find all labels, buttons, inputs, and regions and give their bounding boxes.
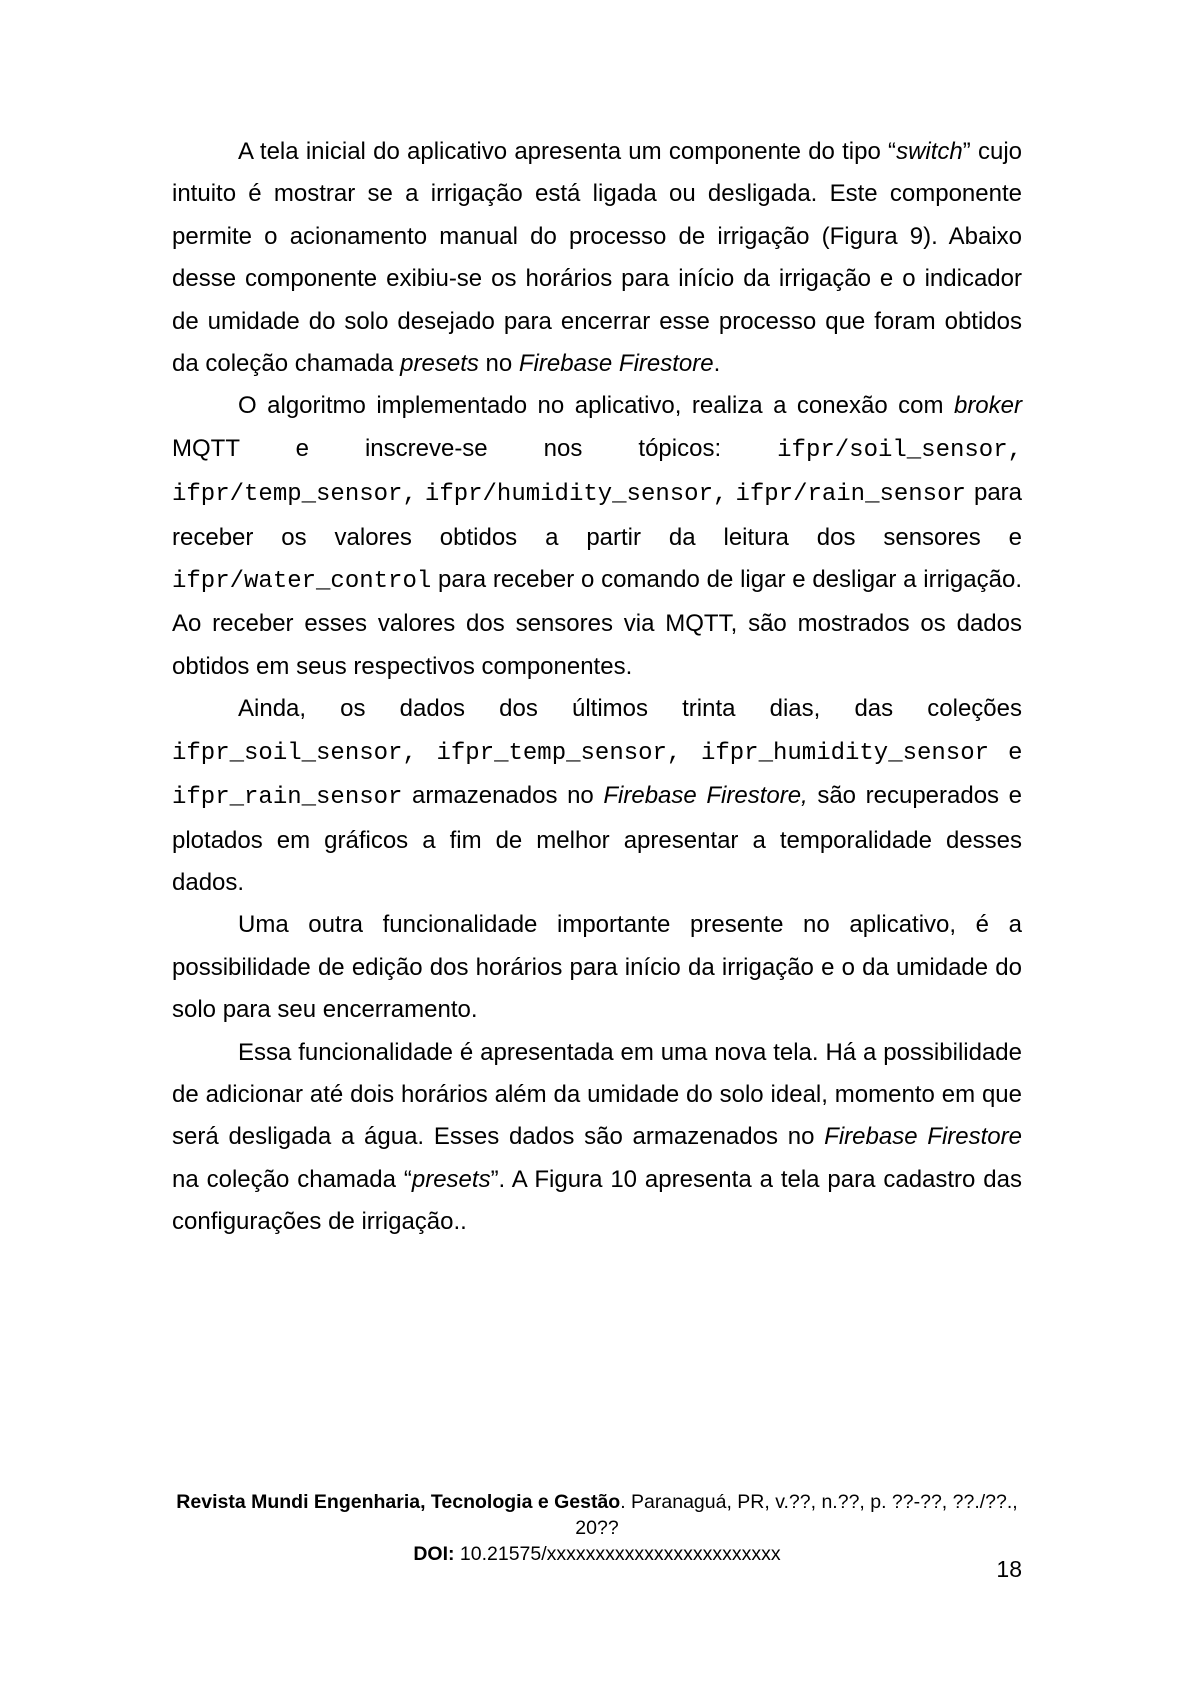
paragraph-5 [172, 1032, 1022, 1244]
text-segment [417, 479, 425, 506]
text-segment: Uma outra funcionalidade importante presente no aplicativo, é a possibilidade de edição dos horários para início da irrigação e o da umidade do solo para seu encerramento. [172, 911, 1022, 1024]
text-segment: ifpr_temp_sensor, [436, 739, 682, 767]
text-segment [681, 738, 701, 765]
page-number: 18 [996, 1556, 1022, 1582]
text-segment: MQTT e inscreve-se nos tópicos: [172, 434, 778, 462]
text-segment: . Paranaguá, PR, v.??, n.??, p. ??-??, ??./??., 20?? [575, 1491, 1018, 1539]
paragraph-2 [172, 385, 1022, 688]
page-body [172, 131, 1022, 1244]
text-segment: ifpr/temp_sensor, [172, 481, 417, 509]
text-segment: para receber os valores obtidos a partir da leitura dos sensores e [172, 479, 1022, 551]
text-segment: armazenados no [402, 782, 604, 810]
text-segment: e [989, 737, 1022, 765]
text-segment: ifpr/water_control [172, 568, 432, 596]
text-segment: ” cujo intuito é mostrar se a irrigação está ligada ou desligada. Este componente permite o acionamento manual do processo de irrigação (Figura 9). Abaixo desse componente exibiu-se os horários para início da irrigação e o indicador de umidade do solo desejado para encerrar esse processo que foram obtidos da coleção chamada [172, 138, 1023, 378]
text-segment: A tela inicial do aplicativo apresenta um componente do tipo “ [238, 138, 897, 165]
paragraph-1 [172, 131, 1022, 385]
text-segment: DOI: [413, 1543, 460, 1565]
text-segment: O algoritmo implementado no aplicativo, realiza a conexão com [238, 392, 954, 420]
paragraph-4 [172, 904, 1022, 1031]
text-segment [417, 738, 437, 765]
text-segment: presets [400, 350, 479, 378]
text-segment: são recuperados e plotados em gráficos a fim de melhor apresentar a temporalidade desses dados. [172, 782, 1022, 896]
text-segment: ifpr/soil_sensor, [777, 436, 1022, 464]
text-segment: na coleção chamada “ [172, 1165, 412, 1193]
text-segment: presets [411, 1165, 491, 1193]
text-segment: Firebase Firestore, [603, 782, 808, 810]
text-segment: Ainda, os dados dos últimos trinta dias, das coleções [238, 695, 1022, 723]
text-segment: broker [953, 392, 1022, 420]
text-segment: para receber o comando de ligar e desligar a irrigação. Ao receber esses valores dos sensores via MQTT, são mostrados os dados obtidos em seus respectivos componentes. [172, 566, 1022, 680]
text-segment: Firebase Firestore [824, 1123, 1022, 1151]
text-segment: ”. A Figura 10 apresenta a tela para cadastro das configurações de irrigação.. [172, 1165, 1022, 1236]
journal-reference-line [172, 1489, 1022, 1541]
text-segment: ifpr_soil_sensor, [172, 739, 417, 767]
text-segment: ifpr/humidity_sensor, [424, 481, 728, 509]
text-segment: ifpr_humidity_sensor [700, 739, 990, 767]
text-segment: Essa funcionalidade é apresentada em uma nova tela. Há a possibilidade de adicionar até dois horários além da umidade do solo ideal, momento em que será desligada a água. Esses dados são armazenados no [172, 1038, 1022, 1151]
text-segment: no [478, 350, 519, 378]
text-segment: . [713, 350, 721, 378]
paragraph-3 [172, 688, 1022, 904]
text-segment: ifpr_rain_sensor [172, 784, 403, 812]
text-segment: ifpr/rain_sensor [735, 481, 966, 509]
text-segment: Firebase Firestore [518, 350, 714, 378]
text-segment: 10.21575/xxxxxxxxxxxxxxxxxxxxxxxx [459, 1543, 781, 1565]
text-segment: Revista Mundi Engenharia, Tecnologia e Gestão [176, 1491, 621, 1513]
text-segment: switch [896, 138, 963, 165]
